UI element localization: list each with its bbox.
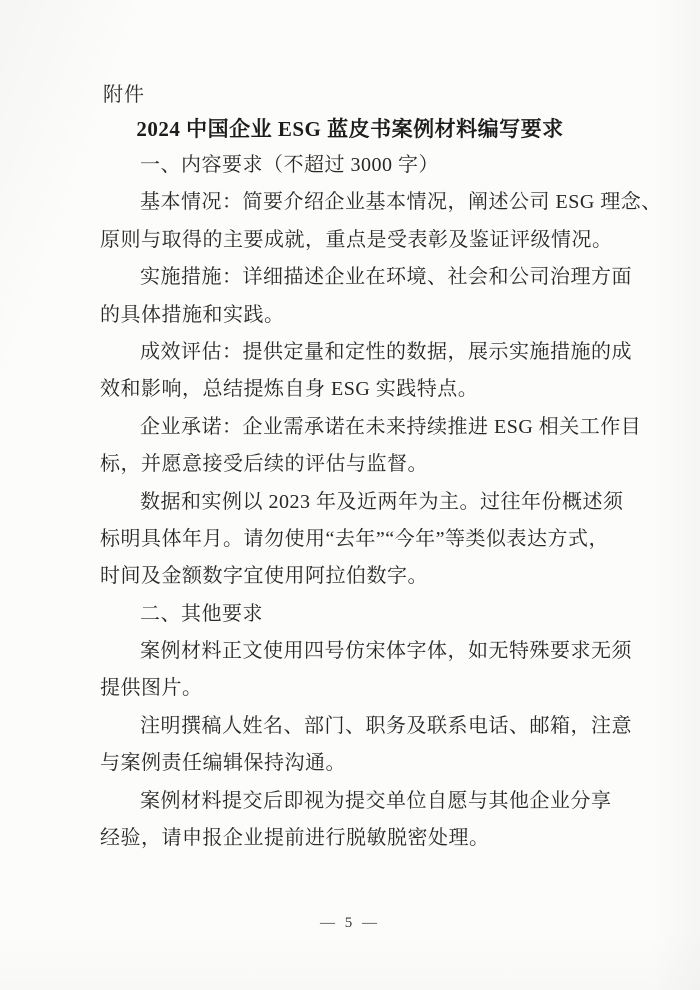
text-line: 企业承诺：企业需承诺在未来持续推进 ESG 相关工作目 bbox=[140, 415, 642, 438]
document-body bbox=[100, 153, 662, 863]
page-number: — 5 — bbox=[320, 915, 380, 931]
text-line: 标，并愿意接受后续的评估与监督。 bbox=[100, 453, 428, 476]
text-line: 标明具体年月。请勿使用“去年”“今年”等类似表达方式， bbox=[100, 527, 610, 550]
section-heading-content-requirements: 一、内容要求（不超过 3000 字） bbox=[140, 154, 439, 176]
attachment-label: 附件 bbox=[103, 84, 145, 106]
text-line: 的具体措施和实践。 bbox=[100, 303, 285, 326]
text-line: 效和影响，总结提炼自身 ESG 实践特点。 bbox=[100, 378, 479, 401]
text-line: 成效评估：提供定量和定性的数据，展示实施措施的成 bbox=[140, 340, 632, 363]
text-line: 与案例责任编辑保持沟通。 bbox=[100, 752, 346, 775]
text-line: 数据和实例以 2023 年及近两年为主。过往年份概述须 bbox=[140, 490, 624, 513]
text-line: 基本情况：简要介绍企业基本情况，阐述公司 ESG 理念、 bbox=[140, 191, 662, 214]
section-heading-other-requirements: 二、其他要求 bbox=[140, 602, 263, 625]
text-line: 经验，请申报企业提前进行脱敏脱密处理。 bbox=[100, 827, 490, 850]
text-line: 实施措施：详细描述企业在环境、社会和公司治理方面 bbox=[140, 266, 632, 289]
text-line: 案例材料正文使用四号仿宋体字体，如无特殊要求无须 bbox=[140, 640, 632, 663]
document-title: 2024 中国企业 ESG 蓝皮书案例材料编写要求 bbox=[136, 117, 564, 141]
text-line: 原则与取得的主要成就，重点是受表彰及鉴证评级情况。 bbox=[100, 228, 613, 251]
text-line: 案例材料提交后即视为提交单位自愿与其他企业分享 bbox=[140, 789, 612, 812]
text-line: 提供图片。 bbox=[100, 677, 203, 700]
text-line: 注明撰稿人姓名、部门、职务及联系电话、邮箱，注意 bbox=[140, 714, 632, 737]
text-line: 时间及金额数字宜使用阿拉伯数字。 bbox=[100, 565, 428, 588]
